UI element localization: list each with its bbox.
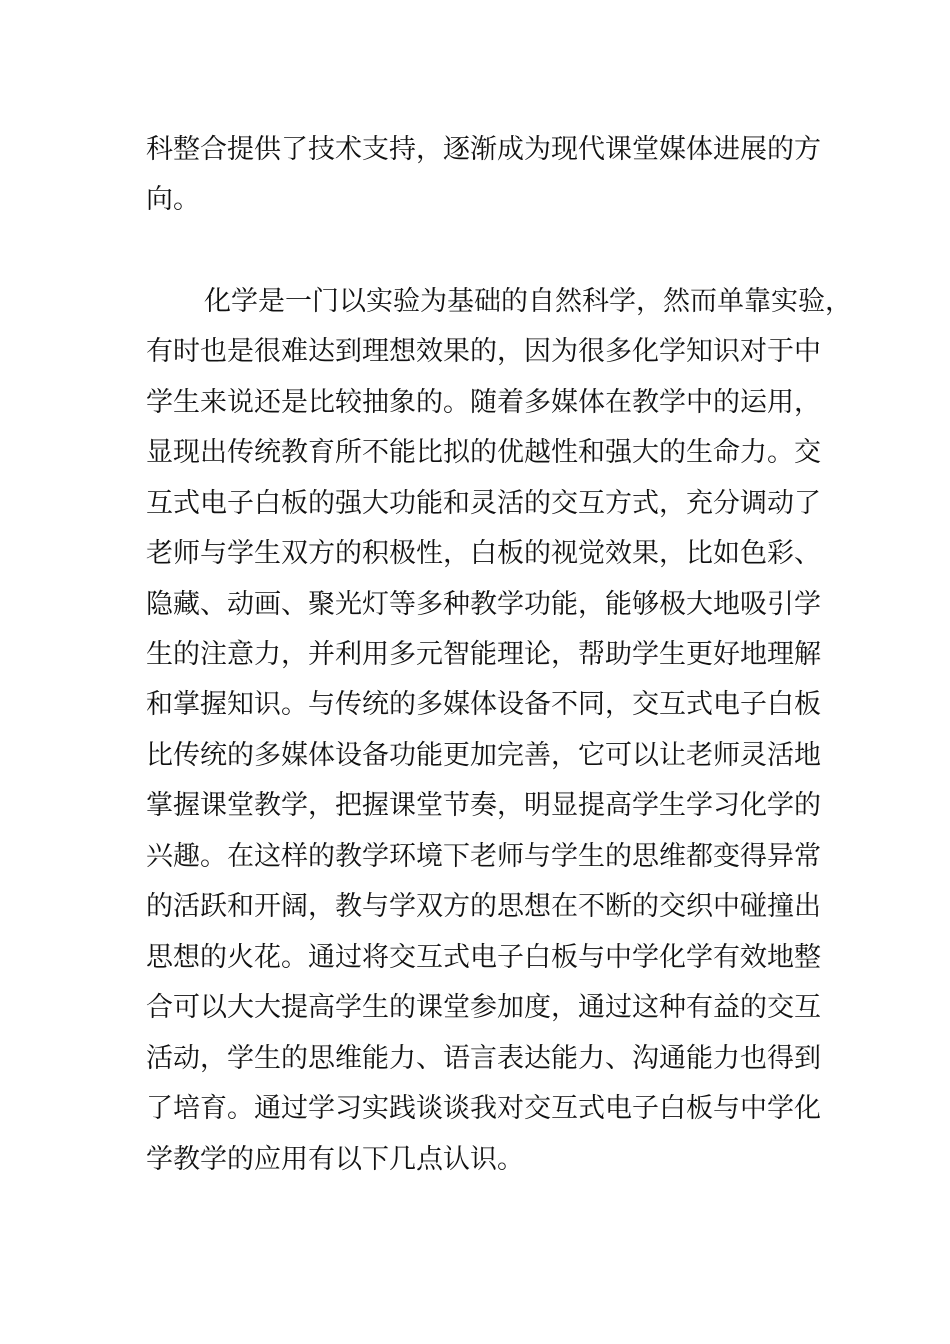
text-line: 思想的火花。通过将交互式电子白板与中学化学有效地整	[146, 942, 821, 973]
text-line: 了培育。通过学习实践谈谈我对交互式电子白板与中学化	[146, 1093, 821, 1124]
text-line: 学生来说还是比较抽象的。随着多媒体在教学中的运用，	[146, 387, 821, 418]
text-line: 比传统的多媒体设备功能更加完善，它可以让老师灵活地	[146, 740, 821, 771]
text-line: 掌握课堂教学，把握课堂节奏，明显提高学生学习化学的	[146, 790, 821, 821]
text-line: 兴趣。在这样的教学环境下老师与学生的思维都变得异常	[146, 841, 821, 872]
text-line: 的活跃和开阔，教与学双方的思想在不断的交织中碰撞出	[146, 891, 821, 922]
text-line: 有时也是很难达到理想效果的，因为很多化学知识对于中	[146, 336, 821, 367]
text-line: 生的注意力，并利用多元智能理论，帮助学生更好地理解	[146, 639, 821, 670]
text-line: 化学是一门以实验为基础的自然科学，然而单靠实验，	[204, 286, 852, 317]
text-line: 老师与学生双方的积极性，白板的视觉效果，比如色彩、	[146, 538, 821, 569]
text-line: 活动，学生的思维能力、语言表达能力、沟通能力也得到	[146, 1043, 821, 1074]
text-line: 隐藏、动画、聚光灯等多种教学功能，能够极大地吸引学	[146, 589, 821, 620]
text-line: 显现出传统教育所不能比拟的优越性和强大的生命力。交	[146, 437, 821, 468]
text-line: 学教学的应用有以下几点认识。	[146, 1144, 524, 1175]
text-line: 科整合提供了技术支持，逐渐成为现代课堂媒体进展的方	[146, 134, 821, 165]
text-line: 互式电子白板的强大功能和灵活的交互方式，充分调动了	[146, 488, 821, 519]
text-line: 和掌握知识。与传统的多媒体设备不同，交互式电子白板	[146, 689, 821, 720]
text-line: 合可以大大提高学生的课堂参加度，通过这种有益的交互	[146, 992, 821, 1023]
text-line: 向。	[146, 184, 200, 215]
